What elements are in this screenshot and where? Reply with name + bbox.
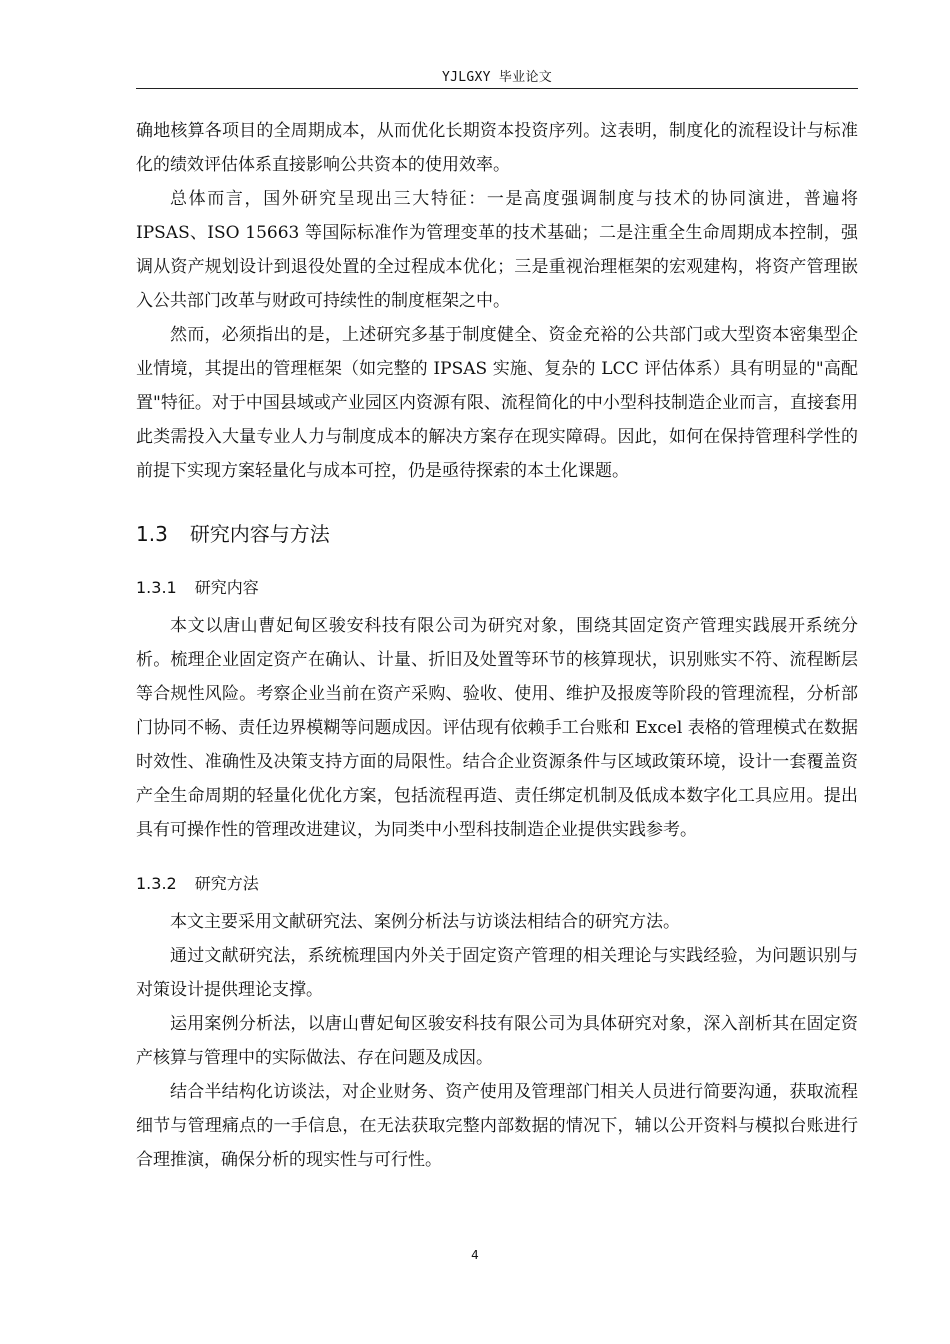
section-title: 研究内容与方法 bbox=[189, 522, 330, 546]
page-content bbox=[136, 114, 858, 1177]
subsection-title: 研究方法 bbox=[194, 874, 259, 893]
section-heading-1-3 bbox=[136, 517, 858, 551]
method-paragraph-overview: 本文主要采用文献研究法、案例分析法与访谈法相结合的研究方法。 bbox=[170, 912, 680, 932]
subsection-heading-1-3-1 bbox=[136, 571, 858, 605]
body-paragraph-summary: 总体而言，国外研究呈现出三大特征：一是高度强调制度与技术的协同演进，普遍将 IPSAS、ISO 15663 等国际标准作为管理变革的技术基础；二是注重全生命周期成本控制，强调从资产规划设计到退役处置的全过程成本优化；三是重视治理框架的宏观建构，将资产管理嵌入公共部门改革与财政可持续性的制度框架之中。 bbox=[136, 189, 858, 311]
page-number: 4 bbox=[471, 1248, 479, 1262]
section-number: 1.3 bbox=[136, 522, 168, 546]
method-paragraph-case: 运用案例分析法，以唐山曹妃甸区骏安科技有限公司为具体研究对象，深入剖析其在固定资产核算与管理中的实际做法、存在问题及成因。 bbox=[136, 1014, 858, 1068]
body-paragraph-limitations: 然而，必须指出的是，上述研究多基于制度健全、资金充裕的公共部门或大型资本密集型企业情境，其提出的管理框架（如完整的 IPSAS 实施、复杂的 LCC 评估体系）具有明显的"高配置"特征。对于中国县域或产业园区内资源有限、流程简化的中小型科技制造企业而言，直接套用此类需投入大量专业人力与制度成本的解决方案存在现实障碍。因此，如何在保持管理科学性的前提下实现方案轻量化与成本可控，仍是亟待探索的本土化课题。 bbox=[136, 325, 858, 481]
running-header: YJLGXY 毕业论文 bbox=[136, 68, 858, 89]
research-content-paragraph: 本文以唐山曹妃甸区骏安科技有限公司为研究对象，围绕其固定资产管理实践展开系统分析。梳理企业固定资产在确认、计量、折旧及处置等环节的核算现状，识别账实不符、流程断层等合规性风险。考察企业当前在资产采购、验收、使用、维护及报废等阶段的管理流程，分析部门协同不畅、责任边界模糊等问题成因。评估现有依赖手工台账和 Excel 表格的管理模式在数据时效性、准确性及决策支持方面的局限性。结合企业资源条件与区域政策环境，设计一套覆盖资产全生命周期的轻量化优化方案，包括流程再造、责任绑定机制及低成本数字化工具应用。提出具有可操作性的管理改进建议，为同类中小型科技制造企业提供实践参考。 bbox=[136, 616, 858, 840]
subsection-heading-1-3-2 bbox=[136, 867, 858, 901]
subsection-number: 1.3.1 bbox=[136, 578, 177, 597]
body-paragraph-continued: 确地核算各项目的全周期成本，从而优化长期资本投资序列。这表明，制度化的流程设计与标准化的绩效评估体系直接影响公共资本的使用效率。 bbox=[136, 121, 858, 175]
method-paragraph-interview: 结合半结构化访谈法，对企业财务、资产使用及管理部门相关人员进行简要沟通，获取流程细节与管理痛点的一手信息，在无法获取完整内部数据的情况下，辅以公开资料与模拟台账进行合理推演，确保分析的现实性与可行性。 bbox=[136, 1082, 858, 1170]
subsection-title: 研究内容 bbox=[194, 578, 259, 597]
method-paragraph-literature: 通过文献研究法，系统梳理国内外关于固定资产管理的相关理论与实践经验，为问题识别与对策设计提供理论支撑。 bbox=[136, 946, 858, 1000]
subsection-number: 1.3.2 bbox=[136, 874, 177, 893]
